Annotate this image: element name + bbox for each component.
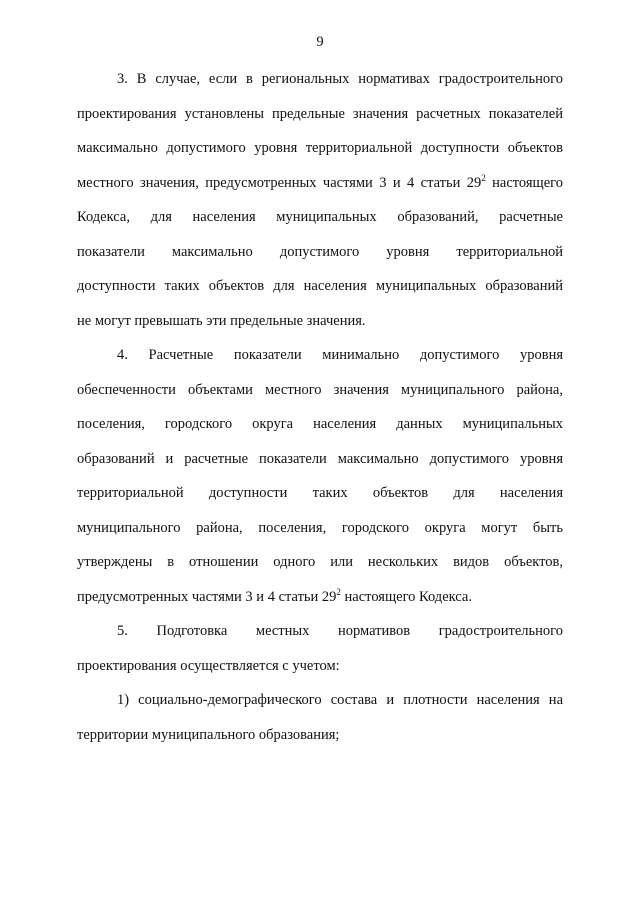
text-line: муниципального района, поселения, городского округа могут быть [77, 519, 563, 536]
text-line: 4. Расчетные показатели минимально допустимого уровня [117, 347, 563, 363]
page-number: 9 [316, 34, 324, 50]
text-line-with-superscript [77, 166, 563, 201]
text-line-with-superscript [77, 580, 563, 615]
superscript: 2 [336, 586, 341, 597]
text-line: проектирования осуществляется с учетом: [77, 657, 340, 674]
text-line: проектирования установлены предельные значения расчетных показателей [77, 105, 563, 122]
text-fragment: настоящего Кодекса. [340, 588, 472, 605]
text-line: образований и расчетные показатели максимально допустимого уровня [77, 450, 563, 467]
text-line: максимально допустимого уровня территориальной доступности объектов [77, 140, 563, 156]
text-line: доступности таких объектов для населения муниципальных образований [77, 278, 563, 294]
text-line: территориальной доступности таких объектов для населения [77, 485, 563, 501]
superscript: 2 [481, 172, 486, 183]
paragraph-3 [77, 62, 563, 338]
text-line: утверждены в отношении одного или нескольких видов объектов, [77, 554, 563, 570]
text-line: поселения, городского округа населения данных муниципальных [77, 416, 563, 432]
text-line: 1) социально-демографического состава и плотности населения на [117, 692, 563, 708]
text-fragment: настоящего [485, 174, 563, 191]
text-line: 5. Подготовка местных нормативов градостроительного [117, 623, 563, 639]
document-body [77, 62, 563, 752]
text-line: территории муниципального образования; [77, 726, 340, 743]
text-line: не могут превышать эти предельные значения. [77, 312, 366, 329]
text-line: 3. В случае, если в региональных нормативах градостроительного [117, 71, 563, 87]
text-fragment: предусмотренных частями 3 и 4 статьи 29 [77, 588, 337, 605]
text-line: обеспеченности объектами местного значения муниципального района, [77, 381, 563, 398]
paragraph-4 [77, 338, 563, 614]
text-line: Кодекса, для населения муниципальных образований, расчетные [77, 209, 563, 225]
paragraph-5 [77, 614, 563, 683]
list-item-1 [77, 683, 563, 752]
text-fragment: местного значения, предусмотренных частями 3 и 4 статьи 29 [77, 174, 482, 191]
text-line: показатели максимально допустимого уровня территориальной [77, 243, 563, 260]
